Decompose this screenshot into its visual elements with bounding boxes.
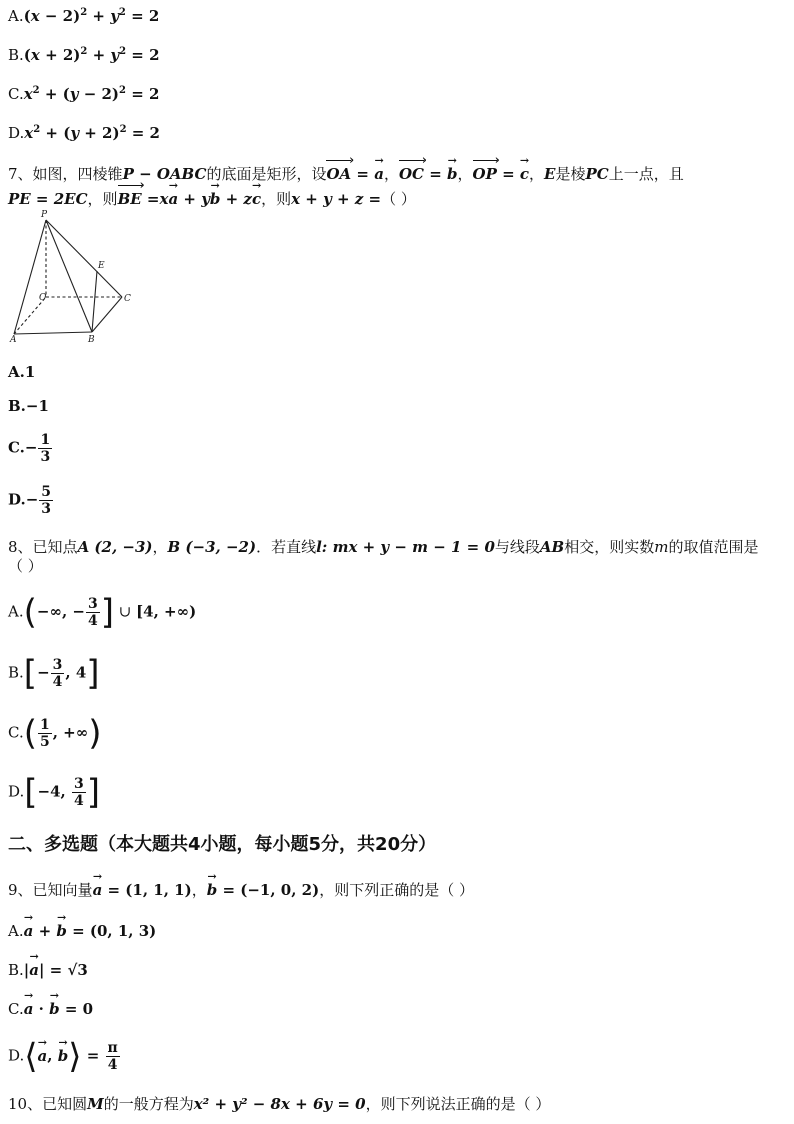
edge-be: [92, 271, 97, 332]
q8-stem-line2: （ ）: [8, 557, 43, 575]
label-o: O: [39, 293, 47, 303]
q9-option-a: A.→ a + → b = (0, 1, 3): [8, 921, 156, 941]
q8-option-b: B.[− $\frac{3}{4}$ , 4]: [8, 653, 100, 694]
q8-stem-line1: 8、已知点A (2, −3)，B (−3, −2)．若直线l: mx + y − m − 1 = 0与线段AB相交，则实数m的取值范围是: [8, 538, 759, 556]
edge-pa: [14, 220, 46, 334]
q9-option-d: D.⟨→ a, → b⟩ = $\frac{\pi}{4}$: [8, 1040, 121, 1073]
q7-option-c: C.− $\frac{1}{3}$: [8, 432, 51, 465]
q7-stem-line2: PE = 2EC，则BE › =x→ a + y→ b + z→ c，则x + y + z =（ ）: [8, 189, 416, 209]
section-heading: 二、多选题（本大题共4小题，每小题5分，共20分）: [8, 834, 437, 855]
pyramid-figure: [6, 208, 136, 348]
q10-stem: 10、已知圆M的一般方程为x² + y² − 8x + 6y = 0，则下列说法正确的是（ ）: [8, 1095, 551, 1113]
label-e: E: [98, 261, 105, 271]
q6-option-a: $A.(x - 2)^2 + y^2 = 2$: [8, 7, 160, 25]
edge-bc: [92, 297, 122, 332]
label-a: A: [10, 335, 17, 345]
q7-option-d: D.− $\frac{5}{3}$: [8, 484, 52, 517]
q9-option-b: B.|→ a| = √3: [8, 960, 88, 980]
q6-option-d: $D.x^2 + (y + 2)^2 = 2$: [8, 124, 160, 142]
q8-option-c: C.( $\frac{1}{5}$ , +∞): [8, 713, 102, 754]
label-p: P: [41, 210, 48, 220]
edge-pb: [46, 220, 92, 332]
q6-option-c: $C.x^2 + (y - 2)^2 = 2$: [8, 85, 160, 103]
q7-option-b: B.−1: [8, 397, 49, 415]
edge-pc: [46, 220, 122, 297]
q9-stem: 9、已知向量→ a = (1, 1, 1)，→ b = (−1, 0, 2)，则下列正确的是（ ）: [8, 880, 474, 900]
q7-option-a: A.1: [8, 363, 36, 381]
label-b: B: [88, 335, 95, 345]
q9-option-c: C.→ a · → b = 0: [8, 999, 93, 1019]
q7-stem-line1: 7、如图，四棱锥P − OABC的底面是矩形，设OA › = → a，OC › = → b，OP › = → c，E是棱PC上一点，且: [8, 164, 684, 184]
label-c: C: [124, 294, 131, 304]
q6-option-b: $B.(x + 2)^2 + y^2 = 2$: [8, 46, 160, 64]
q8-option-a: A.(−∞, − $\frac{3}{4}$ ] ∪ [4, +∞): [8, 592, 197, 633]
q8-option-d: D.[−4, $\frac{3}{4}$ ]: [8, 772, 100, 813]
edge-ab: [14, 332, 92, 334]
